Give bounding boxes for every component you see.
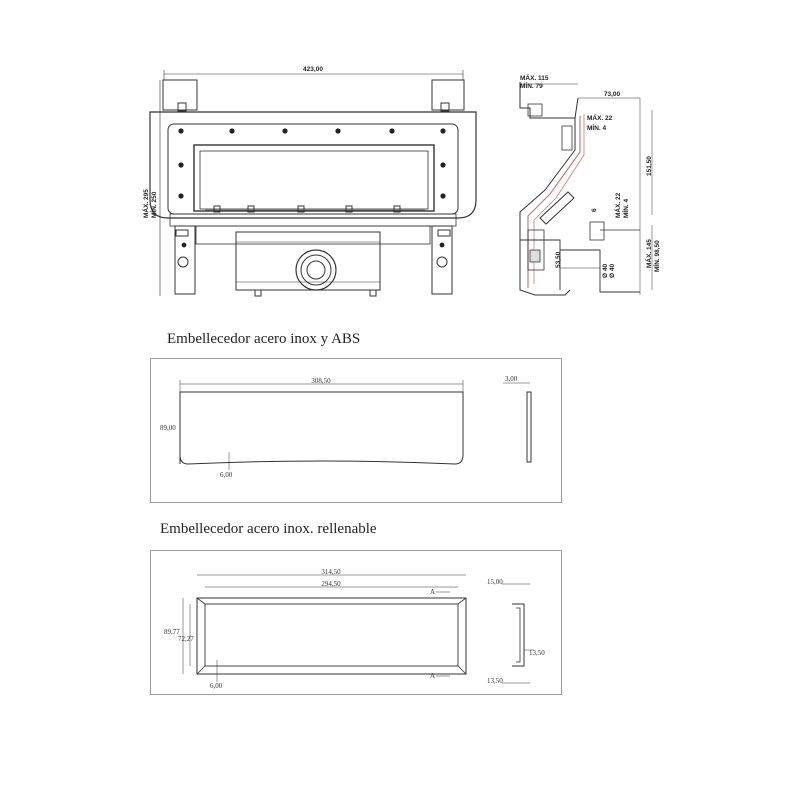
rell-side-bottom: 13,50 [487, 677, 503, 685]
rell-bottom: 6,00 [210, 682, 223, 690]
rell-mark-top: A [430, 588, 436, 596]
side-min-79: MÍN. 79 [520, 83, 543, 90]
side-dim-53: 53,50 [555, 251, 562, 268]
side-max-145: MÁX. 145 [646, 239, 653, 268]
abs-height: 89,00 [160, 424, 176, 432]
rell-outer-width: 314,50 [321, 568, 341, 576]
side-dim-73: 73,00 [603, 91, 621, 98]
rell-inner-width: 294,50 [321, 580, 341, 588]
side-phi-40a: Ø 40 [602, 263, 609, 278]
side-dim-6: 6 [591, 208, 598, 212]
front-height-max-label: MÁX. 295 [143, 189, 150, 218]
side-min-98: MÍN. 98,50 [654, 240, 661, 272]
side-max-22-top: MÁX. 22 [587, 115, 613, 122]
rell-inner-height: 72,27 [178, 635, 194, 643]
abs-bottom: 6,00 [220, 471, 233, 479]
side-min-4-mid: MÍN. 4 [623, 198, 630, 218]
front-height-min-label: MÍN. 250 [151, 191, 158, 218]
rell-outer-height: 89,77 [164, 628, 180, 636]
rell-side-top: 15,00 [487, 578, 503, 586]
rell-mark-bottom: A [430, 672, 436, 680]
side-min-4-top: MÍN. 4 [587, 125, 607, 132]
side-max-22-mid: MÁX. 22 [615, 192, 622, 218]
caption-abs: Embellecedor acero inox y ABS [167, 331, 361, 347]
abs-width: 308,50 [311, 377, 331, 385]
side-phi-40b: Ø 40 [609, 263, 616, 278]
front-width-label: 423,00 [303, 66, 323, 73]
abs-thickness: 3,00 [505, 375, 518, 383]
side-dim-151: 151,50 [646, 156, 653, 176]
caption-rellenable: Embellecedor acero inox. rellenable [160, 521, 377, 537]
side-max-115: MÁX. 115 [520, 75, 549, 82]
rell-side-mid: 13,50 [529, 649, 545, 657]
